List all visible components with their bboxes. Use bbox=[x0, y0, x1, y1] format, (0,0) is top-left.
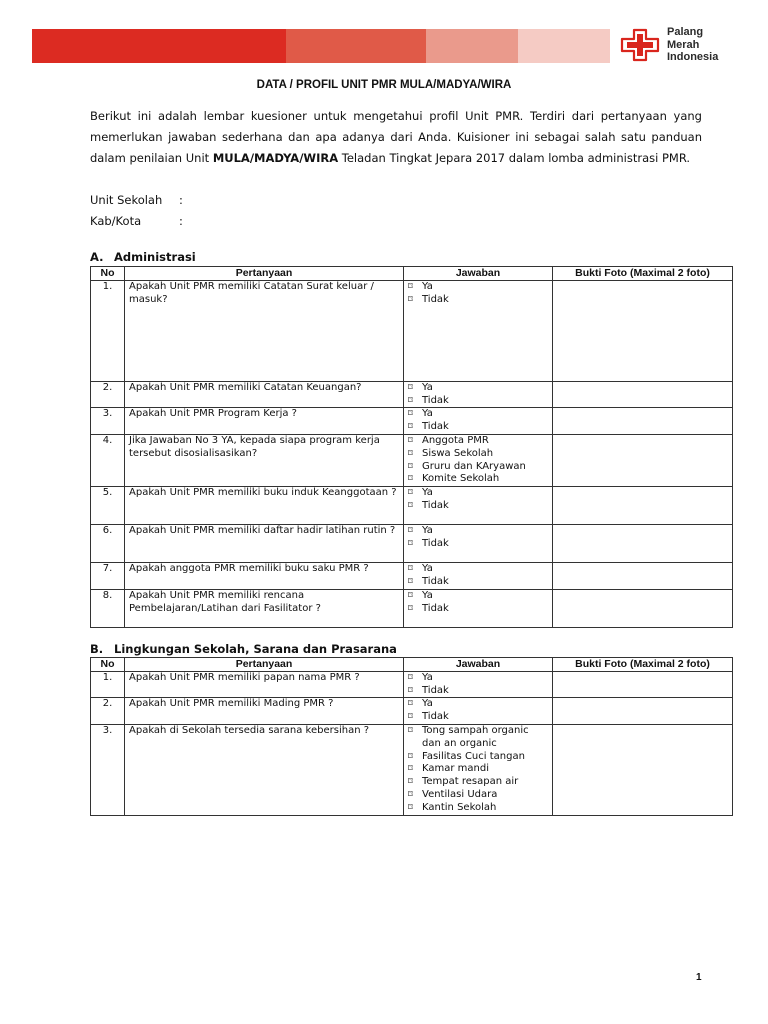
table-row bbox=[91, 280, 733, 381]
answer-options bbox=[404, 487, 553, 525]
section-title: Administrasi bbox=[114, 250, 196, 264]
header-pertanyaan: Pertanyaan bbox=[125, 658, 404, 672]
banner-segment bbox=[426, 29, 518, 63]
answer-options bbox=[404, 698, 553, 725]
table-header-row bbox=[91, 658, 733, 672]
header-jawaban: Jawaban bbox=[404, 267, 553, 281]
section-number: A. bbox=[90, 250, 104, 264]
answer-options bbox=[404, 381, 553, 408]
answer-options bbox=[404, 724, 553, 815]
answer-options bbox=[404, 280, 553, 381]
table-row bbox=[91, 408, 733, 435]
answer-option[interactable] bbox=[408, 500, 548, 513]
banner-segment bbox=[518, 29, 610, 63]
answer-option[interactable] bbox=[408, 603, 548, 616]
option-label: Anggota PMR bbox=[422, 434, 489, 446]
question-text: Jika Jawaban No 3 YA, kepada siapa program kerja tersebut disosialisasikan? bbox=[125, 434, 404, 486]
checkbox-icon[interactable]: ⌑ bbox=[408, 789, 413, 800]
table-row bbox=[91, 487, 733, 525]
question-text: Apakah Unit PMR memiliki Catatan Keuangan? bbox=[125, 381, 404, 408]
checkbox-icon[interactable]: ⌑ bbox=[408, 409, 413, 420]
question-text: Apakah Unit PMR Program Kerja ? bbox=[125, 408, 404, 435]
answer-option[interactable] bbox=[408, 281, 548, 294]
table-row bbox=[91, 381, 733, 408]
section-number: B. bbox=[90, 642, 104, 656]
checkbox-icon[interactable]: ⌑ bbox=[408, 576, 413, 587]
page-number: 1 bbox=[696, 972, 702, 983]
question-text: Apakah Unit PMR memiliki buku induk Keanggotaan ? bbox=[125, 487, 404, 525]
option-label: Ya bbox=[422, 589, 433, 601]
intro-text: Teladan Tingkat Jepara 2017 dalam lomba administrasi PMR. bbox=[338, 151, 691, 165]
logo-text bbox=[667, 26, 718, 64]
header-no: No bbox=[91, 658, 125, 672]
header-banner bbox=[32, 29, 610, 63]
table-header-row bbox=[91, 267, 733, 281]
checkbox-icon[interactable]: ⌑ bbox=[408, 751, 413, 762]
answer-option[interactable] bbox=[408, 672, 548, 685]
red-cross-icon bbox=[618, 28, 662, 62]
header-pertanyaan: Pertanyaan bbox=[125, 267, 404, 281]
option-label: Ya bbox=[422, 698, 433, 710]
option-label: Kamar mandi bbox=[422, 763, 490, 775]
photo-evidence-cell[interactable] bbox=[553, 724, 733, 815]
checkbox-icon[interactable]: ⌑ bbox=[408, 422, 413, 433]
question-text: Apakah Unit PMR memiliki papan nama PMR ? bbox=[125, 671, 404, 698]
option-label: Ya bbox=[422, 280, 433, 292]
header-no: No bbox=[91, 267, 125, 281]
option-label: Ya bbox=[422, 671, 433, 683]
section-title: Lingkungan Sekolah, Sarana dan Prasarana bbox=[114, 642, 397, 656]
photo-evidence-cell[interactable] bbox=[553, 434, 733, 486]
checkbox-icon[interactable]: ⌑ bbox=[408, 764, 413, 775]
checkbox-icon[interactable]: ⌑ bbox=[408, 488, 413, 499]
question-text: Apakah di Sekolah tersedia sarana kebersihan ? bbox=[125, 724, 404, 815]
option-label: Tidak bbox=[422, 537, 449, 549]
table-row bbox=[91, 434, 733, 486]
answer-option[interactable] bbox=[408, 763, 548, 776]
field-separator: : bbox=[179, 214, 183, 228]
photo-evidence-cell[interactable] bbox=[553, 381, 733, 408]
answer-option[interactable] bbox=[408, 685, 548, 698]
question-text: Apakah Unit PMR memiliki Mading PMR ? bbox=[125, 698, 404, 725]
row-number: 1. bbox=[91, 280, 125, 381]
checkbox-icon[interactable]: ⌑ bbox=[408, 526, 413, 537]
answer-option[interactable] bbox=[408, 576, 548, 589]
checkbox-icon[interactable]: ⌑ bbox=[408, 603, 413, 614]
logo-line: Merah bbox=[667, 38, 700, 51]
checkbox-icon[interactable]: ⌑ bbox=[408, 564, 413, 575]
answer-option[interactable] bbox=[408, 382, 548, 395]
answer-option[interactable] bbox=[408, 776, 548, 789]
field-separator: : bbox=[179, 193, 183, 207]
row-number: 7. bbox=[91, 563, 125, 590]
row-number: 4. bbox=[91, 434, 125, 486]
answer-option[interactable] bbox=[408, 789, 548, 802]
option-label: Komite Sekolah bbox=[422, 473, 500, 485]
option-label: Siswa Sekolah bbox=[422, 447, 494, 459]
row-number: 8. bbox=[91, 589, 125, 627]
checkbox-icon[interactable]: ⌑ bbox=[408, 777, 413, 788]
answer-option[interactable] bbox=[408, 395, 548, 408]
lingkungan-table bbox=[90, 657, 733, 816]
photo-evidence-cell[interactable] bbox=[553, 487, 733, 525]
intro-paragraph bbox=[90, 106, 702, 169]
photo-evidence-cell[interactable] bbox=[553, 589, 733, 627]
table-row bbox=[91, 589, 733, 627]
option-label: Fasilitas Cuci tangan bbox=[422, 750, 525, 762]
row-number: 6. bbox=[91, 525, 125, 563]
answer-option[interactable] bbox=[408, 725, 548, 751]
answer-option[interactable] bbox=[408, 408, 548, 421]
logo-line: Palang bbox=[667, 26, 704, 38]
table-row bbox=[91, 671, 733, 698]
question-text: Apakah Unit PMR memiliki Catatan Surat keluar / masuk? bbox=[125, 280, 404, 381]
checkbox-icon[interactable]: ⌑ bbox=[408, 281, 413, 292]
answer-option[interactable] bbox=[408, 563, 548, 576]
header-jawaban: Jawaban bbox=[404, 658, 553, 672]
answer-option[interactable] bbox=[408, 751, 548, 764]
option-label: Gruru dan KAryawan bbox=[422, 460, 526, 472]
banner-segment bbox=[286, 29, 426, 63]
option-label: Ventilasi Udara bbox=[422, 788, 498, 800]
answer-options bbox=[404, 408, 553, 435]
option-label: Tidak bbox=[422, 293, 449, 305]
photo-evidence-cell[interactable] bbox=[553, 698, 733, 725]
option-label: Tong sampah organic dan an organic bbox=[422, 724, 529, 749]
intro-bold-text: MULA/MADYA/WIRA bbox=[212, 151, 339, 165]
option-label: Ya bbox=[422, 487, 433, 499]
answer-options bbox=[404, 563, 553, 590]
photo-evidence-cell[interactable] bbox=[553, 408, 733, 435]
question-text: Apakah Unit PMR memiliki daftar hadir latihan rutin ? bbox=[125, 525, 404, 563]
answer-option[interactable] bbox=[408, 448, 548, 461]
option-label: Tidak bbox=[422, 421, 449, 433]
option-label: Ya bbox=[422, 563, 433, 575]
answer-option[interactable] bbox=[408, 711, 548, 724]
answer-options bbox=[404, 434, 553, 486]
row-number: 2. bbox=[91, 381, 125, 408]
row-number: 5. bbox=[91, 487, 125, 525]
answer-options bbox=[404, 671, 553, 698]
option-label: Tempat resapan air bbox=[422, 776, 519, 788]
document-title: DATA / PROFIL UNIT PMR MULA/MADYA/WIRA bbox=[256, 79, 512, 91]
table-row bbox=[91, 698, 733, 725]
checkbox-icon[interactable]: ⌑ bbox=[408, 699, 413, 710]
photo-evidence-cell[interactable] bbox=[553, 525, 733, 563]
option-label: Tidak bbox=[422, 684, 449, 696]
photo-evidence-cell[interactable] bbox=[553, 671, 733, 698]
checkbox-icon[interactable]: ⌑ bbox=[408, 500, 413, 511]
header-bukti-foto: Bukti Foto (Maximal 2 foto) bbox=[553, 658, 733, 672]
field-kab-kota bbox=[90, 214, 183, 228]
answer-option[interactable] bbox=[408, 461, 548, 474]
section-b-heading bbox=[90, 642, 397, 656]
field-unit-sekolah bbox=[90, 193, 183, 207]
checkbox-icon[interactable]: ⌑ bbox=[408, 435, 413, 446]
checkbox-icon[interactable]: ⌑ bbox=[408, 590, 413, 601]
row-number: 3. bbox=[91, 408, 125, 435]
row-number: 3. bbox=[91, 724, 125, 815]
checkbox-icon[interactable]: ⌑ bbox=[408, 294, 413, 305]
photo-evidence-cell[interactable] bbox=[553, 563, 733, 590]
option-label: Ya bbox=[422, 408, 433, 420]
answer-option[interactable] bbox=[408, 802, 548, 815]
checkbox-icon[interactable]: ⌑ bbox=[408, 538, 413, 549]
answer-options bbox=[404, 589, 553, 627]
checkbox-icon[interactable]: ⌑ bbox=[408, 672, 413, 683]
checkbox-icon[interactable]: ⌑ bbox=[408, 395, 413, 406]
checkbox-icon[interactable]: ⌑ bbox=[408, 474, 413, 485]
checkbox-icon[interactable]: ⌑ bbox=[408, 382, 413, 393]
photo-evidence-cell[interactable] bbox=[553, 280, 733, 381]
table-row bbox=[91, 525, 733, 563]
question-text: Apakah anggota PMR memiliki buku saku PMR ? bbox=[125, 563, 404, 590]
logo-line: Indonesia bbox=[667, 51, 719, 63]
option-label: Kantin Sekolah bbox=[422, 801, 497, 813]
answer-option[interactable] bbox=[408, 435, 548, 448]
field-label: Kab/Kota bbox=[90, 214, 142, 228]
answer-option[interactable] bbox=[408, 294, 548, 307]
header-bukti-foto: Bukti Foto (Maximal 2 foto) bbox=[553, 267, 733, 281]
field-label: Unit Sekolah bbox=[90, 193, 163, 207]
option-label: Tidak bbox=[422, 602, 449, 614]
checkbox-icon[interactable]: ⌑ bbox=[408, 712, 413, 723]
answer-option[interactable] bbox=[408, 487, 548, 500]
option-label: Tidak bbox=[422, 711, 449, 723]
answer-option[interactable] bbox=[408, 698, 548, 711]
table-row bbox=[91, 563, 733, 590]
answer-options bbox=[404, 525, 553, 563]
administrasi-table bbox=[90, 266, 733, 628]
answer-option[interactable] bbox=[408, 525, 548, 538]
answer-option[interactable] bbox=[408, 590, 548, 603]
question-text: Apakah Unit PMR memiliki rencana Pembelajaran/Latihan dari Fasilitator ? bbox=[125, 589, 404, 627]
checkbox-icon[interactable]: ⌑ bbox=[408, 725, 413, 736]
intro-text: Berikut ini adalah lembar kuesioner untuk mengetahui profil Unit PMR. Terdiri dari pertanyaan yang memerlukan jawaban sederhana dan apa adanya dari Anda. Kuisioner ini sebagai salah satu panduan dalam penilaian Unit bbox=[90, 109, 702, 165]
table-row bbox=[91, 724, 733, 815]
section-a-heading bbox=[90, 250, 196, 264]
checkbox-icon[interactable]: ⌑ bbox=[408, 802, 413, 813]
answer-option[interactable] bbox=[408, 538, 548, 551]
checkbox-icon[interactable]: ⌑ bbox=[408, 448, 413, 459]
checkbox-icon[interactable]: ⌑ bbox=[408, 685, 413, 696]
option-label: Ya bbox=[422, 525, 433, 537]
option-label: Tidak bbox=[422, 575, 449, 587]
option-label: Tidak bbox=[422, 394, 449, 406]
answer-option[interactable] bbox=[408, 473, 548, 486]
pmi-logo bbox=[618, 26, 748, 66]
banner-segment bbox=[32, 29, 286, 63]
option-label: Ya bbox=[422, 381, 433, 393]
checkbox-icon[interactable]: ⌑ bbox=[408, 461, 413, 472]
answer-option[interactable] bbox=[408, 421, 548, 434]
row-number: 2. bbox=[91, 698, 125, 725]
option-label: Tidak bbox=[422, 499, 449, 511]
row-number: 1. bbox=[91, 671, 125, 698]
